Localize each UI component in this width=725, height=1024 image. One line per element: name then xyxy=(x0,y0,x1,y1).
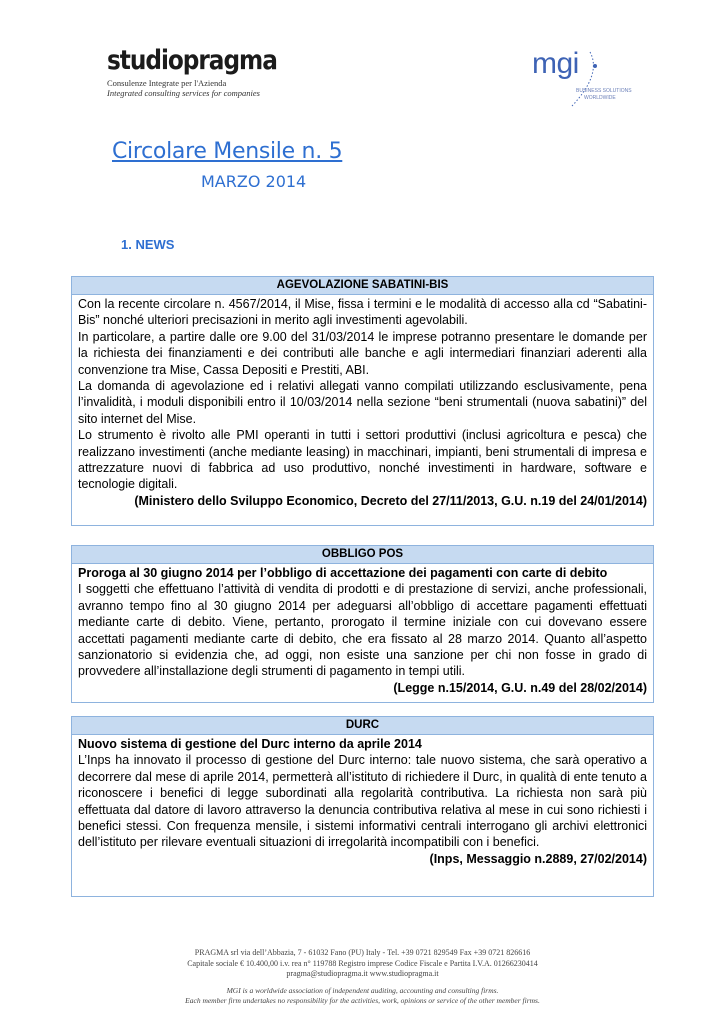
document-subtitle: MARZO 2014 xyxy=(201,172,307,191)
news-source: (Ministero dello Sviluppo Economico, Decreto del 27/11/2013, G.U. n.19 del 24/01/2014) xyxy=(134,493,647,508)
paragraph: I soggetti che effettuano l’attività di vendita di prodotti e di prestazione di servizi, anche professionali, avranno tempo fino al 30 giugno 2014 per adeguarsi all’obbligo di accettare pagamenti effettuati mediante carte di debito. Viene, pertanto, prorogato il termine iniziale con cui dovevano essere accettati pagamenti mediante carte di debito, che era fissato al 28 marzo 2014. Quanto all’aspetto sanzionatorio si evidenzia che, ad oggi, non esiste una sanzione per chi non fosse in grado di provvedere all’installazione degli strumenti di pagamento in tempi utili. xyxy=(78,582,647,679)
footer-mgi-note-1: MGI is a worldwide association of independent auditing, accounting and consulting firms. xyxy=(226,985,499,995)
paragraph: La domanda di agevolazione ed i relativi allegati vanno compilati utilizzando esclusivamente, pena l’invalidità, i moduli disponibili entro il 10/03/2014 nella sezione “beni strumentali (nuova sabatini)” del sito internet del Mise. xyxy=(78,379,647,426)
news-lead: Nuovo sistema di gestione del Durc interno da aprile 2014 xyxy=(78,737,422,751)
news-box-pos xyxy=(71,545,654,703)
document-title: Circolare Mensile n. 5 xyxy=(112,139,343,164)
news-source: (Inps, Messaggio n.2889, 27/02/2014) xyxy=(429,851,647,866)
footer-address: PRAGMA srl via dell’Abbazia, 7 - 61032 Fano (PU) Italy - Tel. +39 0721 829549 Fax +39 0721 826616 xyxy=(194,948,531,957)
news-box-header: DURC xyxy=(72,717,653,735)
logo-tagline-it: Consulenze Integrate per l'Azienda xyxy=(107,78,227,88)
footer-registry: Capitale sociale € 10.400,00 i.v. rea n° 119788 Registro imprese Codice Fiscale e Partita I.V.A. 01266230414 xyxy=(187,958,538,968)
logo-tagline-en: Integrated consulting services for companies xyxy=(107,88,260,98)
news-lead: Proroga al 30 giugno 2014 per l’obbligo di accettazione dei pagamenti con carte di debito xyxy=(78,566,608,580)
paragraph: Con la recente circolare n. 4567/2014, il Mise, fissa i termini e le modalità di accesso alla cd “Sabatini-Bis” nonché ulteriori precisazioni in merito agli investimenti agevolabili. xyxy=(78,297,647,328)
studiopragma-logo xyxy=(107,45,277,98)
mgi-wordmark: mgi xyxy=(532,47,579,80)
news-box-durc xyxy=(71,716,654,897)
news-box-header: AGEVOLAZIONE SABATINI-BIS xyxy=(72,277,653,295)
news-box-sabatini xyxy=(71,276,654,526)
news-box-header: OBBLIGO POS xyxy=(72,546,653,564)
footer-mgi-note-2: Each member firm undertakes no responsibility for the activities, work, opinions or service of the other member firms. xyxy=(185,995,540,1005)
mgi-subtitle-1: BUSINESS SOLUTIONS xyxy=(576,88,632,94)
footer-contacts: pragma@studiopragma.it www.studiopragma.it xyxy=(286,969,439,979)
mgi-subtitle-2: WORLDWIDE xyxy=(584,95,616,101)
section-heading-news: 1. NEWS xyxy=(121,237,175,252)
news-source: (Legge n.15/2014, G.U. n.49 del 28/02/2014) xyxy=(393,680,647,695)
paragraph: In particolare, a partire dalle ore 9.00 del 31/03/2014 le imprese potranno presentare le domande per la richiesta dei finanziamenti e dei contributi alle banche e agli intermediari finanziari aderenti alla convenzione tra Mise, Cassa Depositi e Prestiti, ABI. xyxy=(78,329,647,377)
mgi-logo xyxy=(532,44,642,112)
paragraph: Lo strumento è rivolto alle PMI operanti in tutti i settori produttivi (inclusi agricoltura e pesca) che realizzano investimenti (anche mediante leasing) in macchinari, impianti, beni strumentali di impresa e attrezzature nuovi di fabbrica ad uso produttivo, nonché investimenti in hardware, software e tecnologie digitali. xyxy=(78,428,647,492)
page-footer xyxy=(0,948,725,1006)
studiopragma-wordmark: studiopragma xyxy=(107,45,277,76)
paragraph: L’Inps ha innovato il processo di gestione del Durc interno: tale nuovo sistema, che sarà operativo a decorrere dal mese di aprile 2014, permetterà all’istituto di richiedere il Durc, in qualità di ente tenuto a riconoscere i benefici di legge subordinati alla regolarità contributiva. La richiesta non sarà più effettuata dal datore di lavoro attraverso la denuncia contributiva relativa al mese in cui sono richiesti i benefici stessi. Con frequenza mensile, i sistemi informativi centrali interrogano gli archivi elettronici dell’istituto per rilevare eventuali situazioni di irregolarità incompatibili con i benefici. xyxy=(78,753,647,850)
